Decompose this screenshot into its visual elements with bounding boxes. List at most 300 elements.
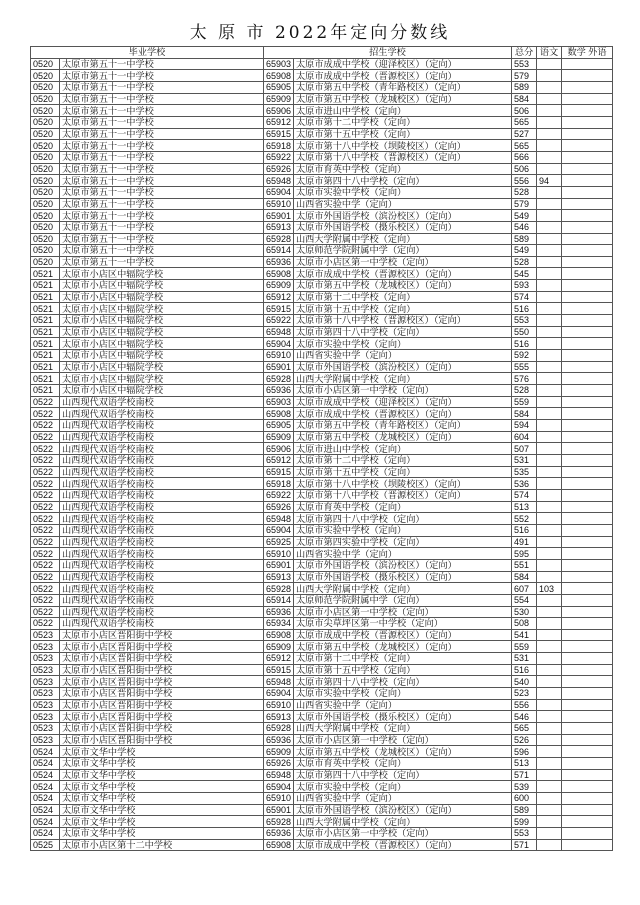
admission-code-cell: 65904 [264,524,294,536]
admission-code-cell: 65912 [264,454,294,466]
table-row [31,804,613,816]
chinese-score-cell [537,245,562,257]
page-title: 太 原 市 2022年定向分数线 [189,23,451,43]
chinese-score-cell [537,350,562,362]
admission-code-cell: 65936 [264,256,294,268]
header-math-foreign [562,47,613,59]
chinese-score-cell [537,221,562,233]
math-score-cell [562,606,613,618]
graduate-code-cell: 0522 [31,618,60,630]
math-score-cell [562,489,613,501]
chinese-score-cell [537,151,562,163]
chinese-score-cell [537,81,562,93]
graduate-code-cell: 0520 [31,210,60,222]
admission-school-cell: 太原市成成中学校（迎泽校区）（定向） [294,58,512,70]
admission-school-cell: 太原市第四十八中学校（定向） [294,769,512,781]
chinese-score-cell [537,256,562,268]
chinese-score-cell [537,291,562,303]
admission-school-cell: 太原市第四实验中学校（定向） [294,536,512,548]
math-score-cell [562,804,613,816]
table-row [31,70,613,82]
admission-school-cell: 山西大学附属中学校（定向） [294,583,512,595]
admission-school-cell: 太原市成成中学校（晋源校区）（定向） [294,629,512,641]
table-row [31,606,613,618]
total-score-cell: 508 [512,618,537,630]
total-score-cell: 571 [512,769,537,781]
chinese-score-cell [537,536,562,548]
admission-school-cell: 太原市第四十八中学校（定向） [294,326,512,338]
chinese-score-cell [537,804,562,816]
table-body [31,58,613,851]
table-row [31,816,613,828]
chinese-score-cell [537,303,562,315]
table-row [31,781,613,793]
total-score-cell: 554 [512,594,537,606]
table-row [31,793,613,805]
table-row [31,571,613,583]
admission-code-cell: 65934 [264,618,294,630]
total-score-cell: 528 [512,385,537,397]
total-score-cell: 559 [512,641,537,653]
table-row [31,734,613,746]
admission-code-cell: 65936 [264,606,294,618]
chinese-score-cell [537,478,562,490]
admission-code-cell: 65908 [264,839,294,851]
table-row [31,641,613,653]
total-score-cell: 571 [512,839,537,851]
math-score-cell [562,676,613,688]
graduate-code-cell: 0520 [31,256,60,268]
graduate-school-cell: 太原市文华中学校 [60,746,264,758]
admission-code-cell: 65908 [264,629,294,641]
graduate-school-cell: 太原市小店区中辐院学校 [60,280,264,292]
total-score-cell: 592 [512,350,537,362]
admission-code-cell: 65909 [264,641,294,653]
table-row [31,524,613,536]
admission-school-cell: 太原市实验中学校（定向） [294,688,512,700]
graduate-school-cell: 太原市小店区晋阳街中学校 [60,629,264,641]
total-score-cell: 589 [512,81,537,93]
graduate-code-cell: 0523 [31,734,60,746]
total-score-cell: 576 [512,373,537,385]
chinese-score-cell [537,163,562,175]
chinese-score-cell [537,105,562,117]
total-score-cell: 553 [512,58,537,70]
math-score-cell [562,396,613,408]
graduate-school-cell: 太原市第五十一中学校 [60,58,264,70]
math-score-cell [562,338,613,350]
chinese-score-cell [537,116,562,128]
admission-code-cell: 65913 [264,221,294,233]
graduate-code-cell: 0522 [31,443,60,455]
graduate-school-cell: 太原市小店区晋阳街中学校 [60,699,264,711]
math-score-cell [562,816,613,828]
math-score-cell [562,536,613,548]
graduate-code-cell: 0521 [31,385,60,397]
admission-code-cell: 65926 [264,163,294,175]
total-score-cell: 541 [512,629,537,641]
table-row [31,385,613,397]
math-score-cell [562,443,613,455]
admission-code-cell: 65908 [264,70,294,82]
admission-code-cell: 65910 [264,198,294,210]
chinese-score-cell [537,594,562,606]
admission-code-cell: 65910 [264,350,294,362]
total-score-cell: 535 [512,466,537,478]
chinese-score-cell [537,606,562,618]
chinese-score-cell [537,629,562,641]
admission-school-cell: 太原市第十二中学校（定向） [294,116,512,128]
graduate-school-cell: 太原市小店区中辐院学校 [60,373,264,385]
admission-code-cell: 65915 [264,664,294,676]
table-row [31,291,613,303]
table-row [31,559,613,571]
admission-school-cell: 太原市成成中学校（晋源校区）（定向） [294,268,512,280]
admission-code-cell: 65901 [264,559,294,571]
chinese-score-cell [537,699,562,711]
chinese-score-cell [537,210,562,222]
admission-code-cell: 65910 [264,548,294,560]
admission-school-cell: 山西省实验中学（定向） [294,350,512,362]
admission-school-cell: 太原市小店区第一中学校（定向） [294,827,512,839]
graduate-school-cell: 太原市小店区中辐院学校 [60,361,264,373]
admission-school-cell: 太原市第十五中学校（定向） [294,664,512,676]
admission-school-cell: 太原市小店区第一中学校（定向） [294,256,512,268]
admission-code-cell: 65901 [264,361,294,373]
math-score-cell [562,221,613,233]
graduate-code-cell: 0522 [31,466,60,478]
chinese-score-cell [537,571,562,583]
admission-code-cell: 65915 [264,466,294,478]
graduate-code-cell: 0521 [31,350,60,362]
math-score-cell [562,746,613,758]
chinese-score-cell [537,70,562,82]
graduate-code-cell: 0524 [31,781,60,793]
table-row [31,93,613,105]
math-score-cell [562,769,613,781]
graduate-code-cell: 0523 [31,688,60,700]
header-math: 数学 [567,47,586,58]
table-row [31,268,613,280]
admission-code-cell: 65922 [264,489,294,501]
graduate-code-cell: 0522 [31,606,60,618]
graduate-school-cell: 太原市第五十一中学校 [60,163,264,175]
table-row [31,128,613,140]
graduate-school-cell: 太原市第五十一中学校 [60,186,264,198]
table-row [31,350,613,362]
graduate-code-cell: 0522 [31,559,60,571]
admission-school-cell: 太原市外国语学校（摄乐校区）（定向） [294,571,512,583]
admission-code-cell: 65918 [264,478,294,490]
admission-code-cell: 65912 [264,653,294,665]
math-score-cell [562,583,613,595]
chinese-score-cell [537,676,562,688]
graduate-code-cell: 0524 [31,827,60,839]
graduate-code-cell: 0524 [31,793,60,805]
total-score-cell: 516 [512,664,537,676]
math-score-cell [562,699,613,711]
graduate-code-cell: 0523 [31,664,60,676]
total-score-cell: 507 [512,443,537,455]
graduate-school-cell: 山西现代双语学校南校 [60,478,264,490]
graduate-code-cell: 0522 [31,548,60,560]
table-row [31,711,613,723]
graduate-school-cell: 山西现代双语学校南校 [60,583,264,595]
table-row [31,58,613,70]
graduate-school-cell: 太原市小店区晋阳街中学校 [60,734,264,746]
admission-school-cell: 太原市尖草坪区第一中学校（定向） [294,618,512,630]
admission-code-cell: 65915 [264,303,294,315]
graduate-code-cell: 0524 [31,746,60,758]
chinese-score-cell [537,793,562,805]
graduate-school-cell: 山西现代双语学校南校 [60,606,264,618]
admission-school-cell: 太原市实验中学校（定向） [294,338,512,350]
admission-school-cell: 山西省实验中学（定向） [294,198,512,210]
table-row [31,769,613,781]
admission-school-cell: 太原市外国语学校（滨汾校区）（定向） [294,210,512,222]
math-score-cell [562,385,613,397]
graduate-code-cell: 0522 [31,431,60,443]
admission-code-cell: 65948 [264,769,294,781]
admission-code-cell: 65909 [264,93,294,105]
total-score-cell: 604 [512,431,537,443]
table-row [31,338,613,350]
admission-school-cell: 太原市进山中学校（定向） [294,443,512,455]
math-score-cell [562,186,613,198]
total-score-cell: 600 [512,793,537,805]
graduate-school-cell: 太原市文华中学校 [60,769,264,781]
math-score-cell [562,723,613,735]
total-score-cell: 491 [512,536,537,548]
total-score-cell: 566 [512,151,537,163]
admission-code-cell: 65913 [264,711,294,723]
table-row [31,594,613,606]
total-score-cell: 584 [512,571,537,583]
math-score-cell [562,373,613,385]
graduate-code-cell: 0520 [31,105,60,117]
total-score-cell: 516 [512,338,537,350]
graduate-school-cell: 太原市小店区晋阳街中学校 [60,723,264,735]
total-score-cell: 516 [512,524,537,536]
admission-code-cell: 65905 [264,420,294,432]
graduate-school-cell: 山西现代双语学校南校 [60,408,264,420]
math-score-cell [562,734,613,746]
admission-code-cell: 65936 [264,385,294,397]
admission-school-cell: 太原市外国语学校（摄乐校区）（定向） [294,711,512,723]
admission-code-cell: 65948 [264,676,294,688]
table-row [31,105,613,117]
chinese-score-cell [537,513,562,525]
math-score-cell [562,128,613,140]
table-row [31,221,613,233]
math-score-cell [562,524,613,536]
chinese-score-cell [537,723,562,735]
table-row [31,839,613,851]
admission-code-cell: 65925 [264,536,294,548]
math-score-cell [562,303,613,315]
chinese-score-cell [537,816,562,828]
graduate-code-cell: 0523 [31,653,60,665]
admission-school-cell: 太原市成成中学校（晋源校区）（定向） [294,408,512,420]
admission-code-cell: 65904 [264,186,294,198]
admission-code-cell: 65905 [264,81,294,93]
admission-school-cell: 太原市第四十八中学校（定向） [294,513,512,525]
graduate-school-cell: 太原市第五十一中学校 [60,256,264,268]
header-chinese: 语文 [537,47,562,59]
graduate-code-cell: 0520 [31,58,60,70]
admission-school-cell: 太原市第十五中学校（定向） [294,303,512,315]
graduate-school-cell: 太原市第五十一中学校 [60,233,264,245]
total-score-cell: 595 [512,548,537,560]
admission-school-cell: 太原市第五中学校（龙城校区）（定向） [294,93,512,105]
admission-code-cell: 65910 [264,793,294,805]
admission-school-cell: 太原市育英中学校（定向） [294,758,512,770]
graduate-code-cell: 0524 [31,816,60,828]
table-row [31,454,613,466]
total-score-cell: 549 [512,210,537,222]
score-table [30,46,613,851]
admission-school-cell: 太原市第四十八中学校（定向） [294,676,512,688]
admission-school-cell: 太原市实验中学校（定向） [294,524,512,536]
graduate-code-cell: 0522 [31,396,60,408]
math-score-cell [562,653,613,665]
graduate-school-cell: 太原市第五十一中学校 [60,151,264,163]
graduate-school-cell: 山西现代双语学校南校 [60,466,264,478]
admission-school-cell: 太原市第五中学校（青年路校区）（定向） [294,420,512,432]
math-score-cell [562,664,613,676]
graduate-school-cell: 太原市小店区晋阳街中学校 [60,688,264,700]
table-row [31,408,613,420]
chinese-score-cell [537,385,562,397]
graduate-school-cell: 山西现代双语学校南校 [60,594,264,606]
table-row [31,431,613,443]
table-row [31,513,613,525]
total-score-cell: 516 [512,303,537,315]
graduate-code-cell: 0522 [31,408,60,420]
table-row [31,210,613,222]
chinese-score-cell [537,198,562,210]
graduate-code-cell: 0520 [31,221,60,233]
admission-code-cell: 65936 [264,827,294,839]
math-score-cell [562,548,613,560]
total-score-cell: 574 [512,489,537,501]
graduate-school-cell: 太原市第五十一中学校 [60,140,264,152]
math-score-cell [562,781,613,793]
graduate-school-cell: 太原市小店区晋阳街中学校 [60,676,264,688]
math-score-cell [562,105,613,117]
total-score-cell: 546 [512,711,537,723]
graduate-code-cell: 0522 [31,536,60,548]
math-score-cell [562,210,613,222]
table-row [31,466,613,478]
admission-code-cell: 65936 [264,734,294,746]
admission-school-cell: 太原市第十五中学校（定向） [294,466,512,478]
chinese-score-cell [537,524,562,536]
admission-code-cell: 65904 [264,688,294,700]
graduate-school-cell: 山西现代双语学校南校 [60,396,264,408]
admission-school-cell: 太原市小店区第一中学校（定向） [294,734,512,746]
graduate-school-cell: 太原市小店区中辐院学校 [60,268,264,280]
admission-code-cell: 65915 [264,128,294,140]
total-score-cell: 531 [512,454,537,466]
graduate-code-cell: 0521 [31,268,60,280]
table-row [31,116,613,128]
math-score-cell [562,629,613,641]
math-score-cell [562,827,613,839]
math-score-cell [562,431,613,443]
admission-code-cell: 65909 [264,431,294,443]
table-row [31,396,613,408]
graduate-school-cell: 太原市文华中学校 [60,804,264,816]
total-score-cell: 527 [512,128,537,140]
graduate-school-cell: 山西现代双语学校南校 [60,454,264,466]
math-score-cell [562,478,613,490]
math-score-cell [562,256,613,268]
total-score-cell: 552 [512,513,537,525]
admission-code-cell: 65918 [264,140,294,152]
chinese-score-cell [537,58,562,70]
table-row [31,315,613,327]
admission-code-cell: 65922 [264,315,294,327]
admission-code-cell: 65901 [264,804,294,816]
total-score-cell: 579 [512,198,537,210]
graduate-school-cell: 山西现代双语学校南校 [60,559,264,571]
graduate-school-cell: 太原市第五十一中学校 [60,210,264,222]
math-score-cell [562,466,613,478]
admission-school-cell: 太原市成成中学校（晋源校区）（定向） [294,70,512,82]
math-score-cell [562,501,613,513]
total-score-cell: 536 [512,478,537,490]
graduate-school-cell: 太原市第五十一中学校 [60,198,264,210]
table-row [31,676,613,688]
total-score-cell: 528 [512,256,537,268]
graduate-school-cell: 太原市小店区中辐院学校 [60,338,264,350]
graduate-school-cell: 太原市小店区晋阳街中学校 [60,653,264,665]
admission-school-cell: 太原市第四十八中学校（定向） [294,175,512,187]
admission-code-cell: 65903 [264,58,294,70]
graduate-school-cell: 太原市文华中学校 [60,827,264,839]
total-score-cell: 593 [512,280,537,292]
graduate-code-cell: 0521 [31,315,60,327]
math-score-cell [562,70,613,82]
graduate-code-cell: 0523 [31,629,60,641]
graduate-school-cell: 山西现代双语学校南校 [60,548,264,560]
chinese-score-cell [537,396,562,408]
graduate-code-cell: 0525 [31,839,60,851]
table-row [31,688,613,700]
math-score-cell [562,315,613,327]
admission-school-cell: 太原市外国语学校（滨汾校区）（定向） [294,361,512,373]
chinese-score-cell [537,489,562,501]
admission-school-cell: 太原市第五中学校（龙城校区）（定向） [294,641,512,653]
math-score-cell [562,151,613,163]
math-score-cell [562,559,613,571]
table-row [31,443,613,455]
graduate-school-cell: 山西现代双语学校南校 [60,536,264,548]
chinese-score-cell [537,443,562,455]
header-total: 总分 [512,47,537,59]
graduate-code-cell: 0520 [31,198,60,210]
total-score-cell: 530 [512,606,537,618]
chinese-score-cell [537,326,562,338]
graduate-school-cell: 山西现代双语学校南校 [60,501,264,513]
chinese-score-cell [537,711,562,723]
graduate-school-cell: 太原市第五十一中学校 [60,70,264,82]
graduate-school-cell: 太原市文华中学校 [60,781,264,793]
graduate-code-cell: 0522 [31,524,60,536]
total-score-cell: 565 [512,116,537,128]
graduate-code-cell: 0524 [31,804,60,816]
